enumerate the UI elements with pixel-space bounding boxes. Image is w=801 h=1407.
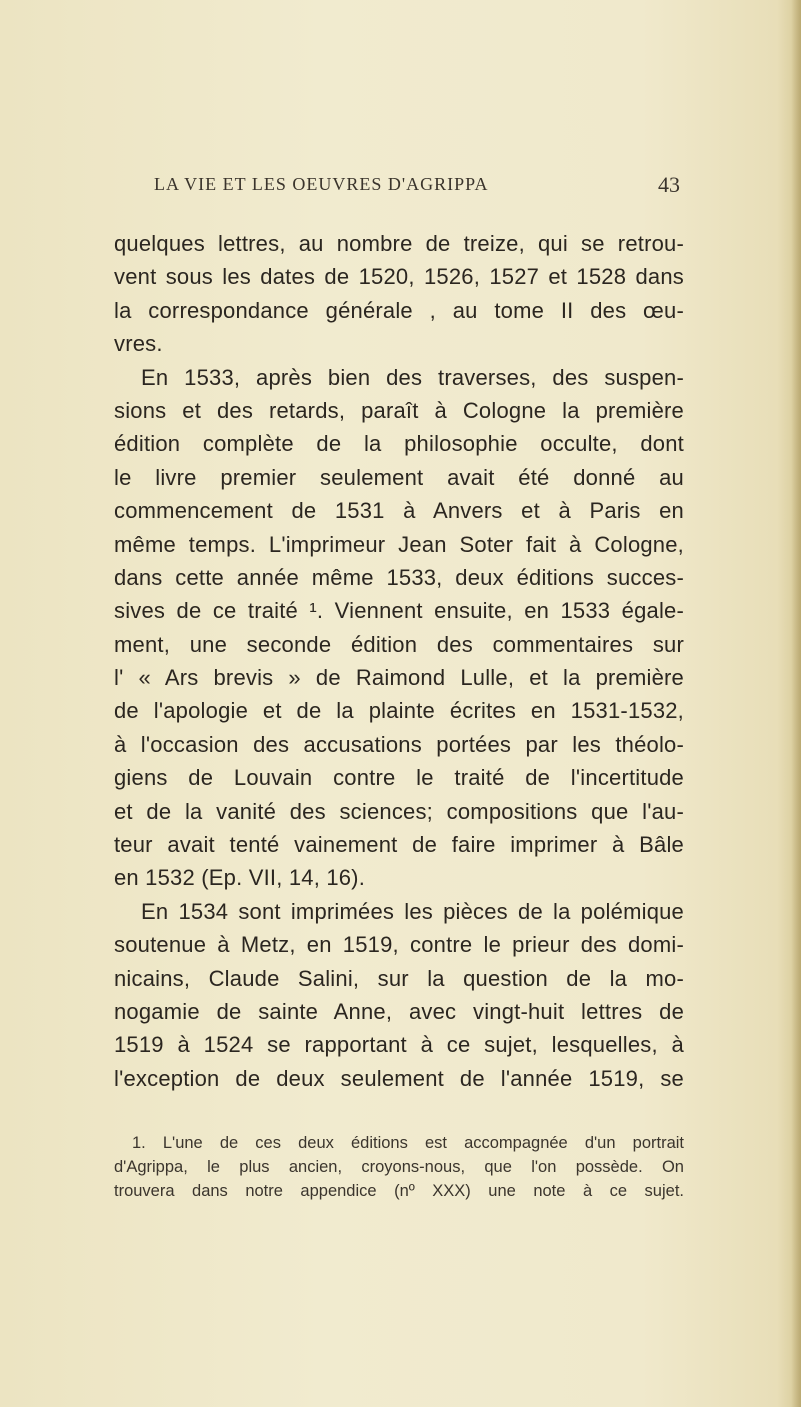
- text-line: En 1534 sont imprimées les pièces de la polémique: [141, 898, 684, 924]
- body-text: [114, 227, 684, 1095]
- text-line: et de la vanité des sciences; compositions que l'au-: [114, 798, 684, 824]
- running-head: [150, 172, 680, 200]
- footnote-line: 1. L'une de ces deux éditions est accompagnée d'un portrait: [132, 1134, 684, 1152]
- text-line: l'exception de deux seulement de l'année 1519, se: [114, 1065, 684, 1091]
- text-line: En 1533, après bien des traverses, des suspen-: [141, 364, 684, 390]
- text-line: la correspondance générale , au tome II des œu-: [114, 297, 684, 323]
- text-line: en 1532 (Ep. VII, 14, 16).: [114, 865, 366, 891]
- text-line: ment, une seconde édition des commentaires sur: [114, 631, 684, 657]
- footnotes: [114, 1131, 684, 1203]
- text-line: nicains, Claude Salini, sur la question de la mo-: [114, 965, 684, 991]
- text-line: l' « Ars brevis » de Raimond Lulle, et la première: [114, 665, 684, 691]
- text-line: 1519 à 1524 se rapportant à ce sujet, lesquelles, à: [114, 1032, 684, 1058]
- text-line: soutenue à Metz, en 1519, contre le prieur des domi-: [114, 932, 684, 958]
- text-line: même temps. L'imprimeur Jean Soter fait à Cologne,: [114, 531, 684, 557]
- text-line: édition complète de la philosophie occulte, dont: [114, 431, 684, 457]
- text-line: sions et des retards, paraît à Cologne la première: [114, 397, 684, 423]
- text-line: teur avait tenté vainement de faire imprimer à Bâle: [114, 832, 684, 858]
- text-line: de l'apologie et de la plainte écrites en 1531-1532,: [114, 698, 684, 724]
- text-line: nogamie de sainte Anne, avec vingt-huit lettres de: [114, 998, 684, 1024]
- page-number: 43: [658, 172, 680, 197]
- text-line: sives de ce traité ¹. Viennent ensuite, en 1533 égale-: [114, 598, 684, 624]
- text-line: dans cette année même 1533, deux éditions succes-: [114, 564, 684, 590]
- running-title: LA VIE ET LES OEUVRES D'AGRIPPA: [154, 174, 489, 194]
- text-line: giens de Louvain contre le traité de l'incertitude: [114, 765, 684, 791]
- text-line: à l'occasion des accusations portées par les théolo-: [114, 731, 684, 757]
- text-line: le livre premier seulement avait été donné au: [114, 464, 684, 490]
- text-line: quelques lettres, au nombre de treize, qui se retrou-: [114, 231, 684, 256]
- text-line: vres.: [114, 331, 163, 357]
- text-line: commencement de 1531 à Anvers et à Paris en: [114, 498, 684, 524]
- footnote-line: d'Agrippa, le plus ancien, croyons-nous, que l'on possède. On: [114, 1158, 684, 1176]
- footnote-line: trouvera dans notre appendice (nº XXX) une note à ce sujet.: [114, 1182, 684, 1200]
- page-edge-shadow: [791, 0, 801, 1407]
- text-line: vent sous les dates de 1520, 1526, 1527 et 1528 dans: [114, 264, 684, 290]
